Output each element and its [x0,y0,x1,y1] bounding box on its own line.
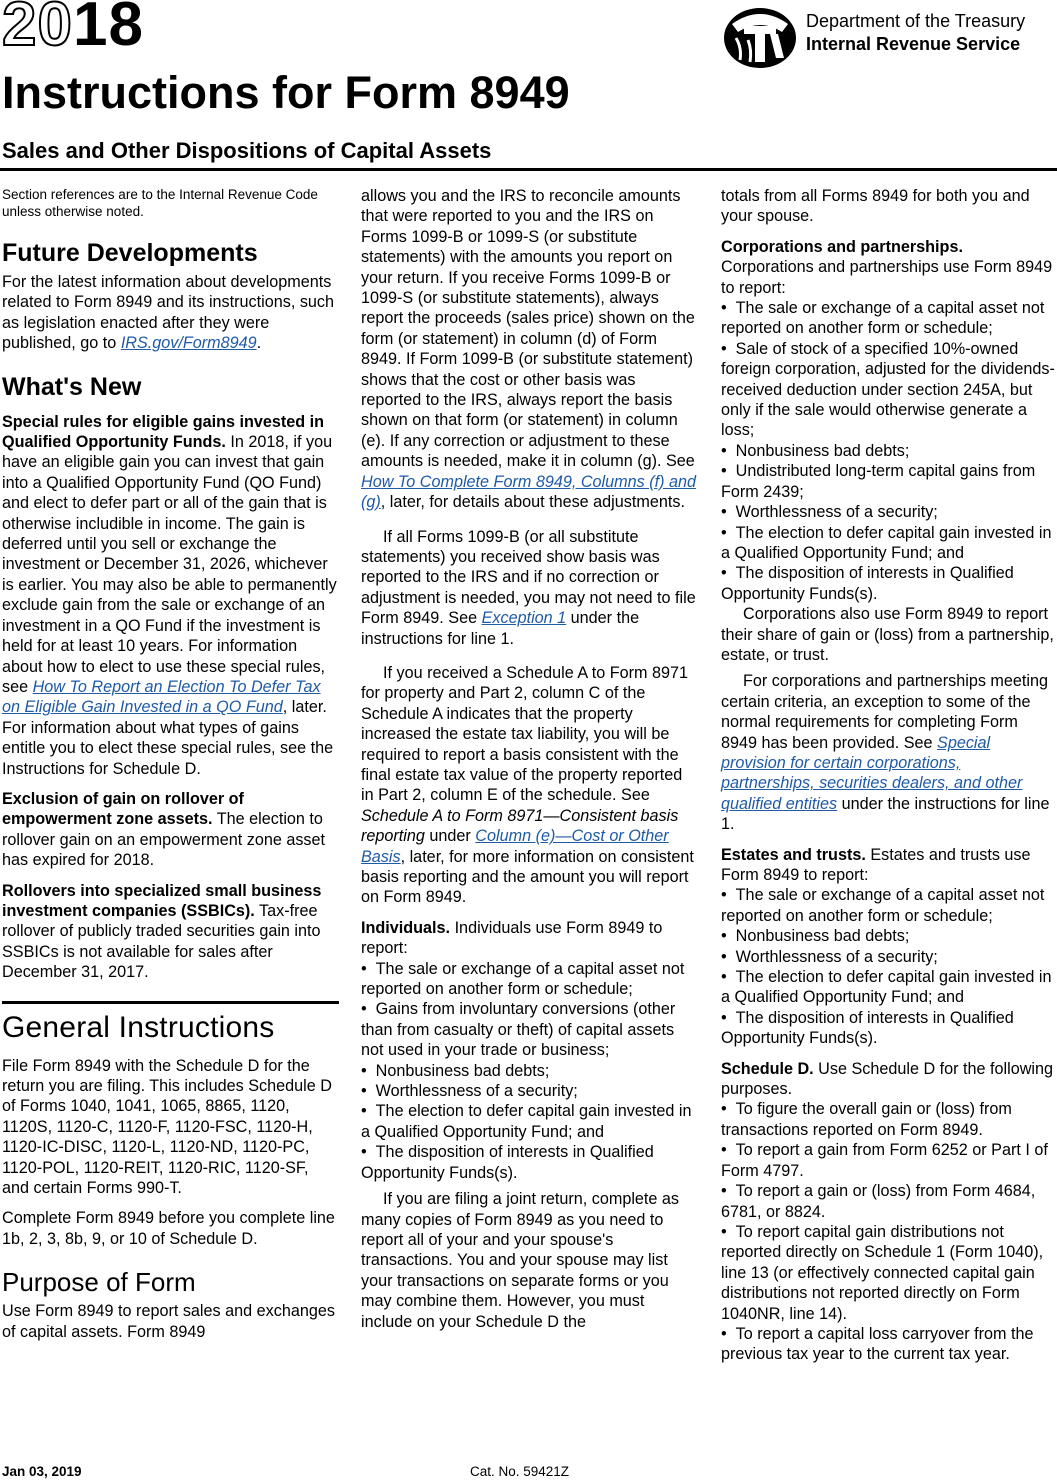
list-item: • To report a gain or (loss) from Form 4684, 6781, or 8824. [721,1182,1036,1221]
ssbic-paragraph: Rollovers into specialized small business investment companies (SSBICs). Tax-free rollover of publicly traded securities gain into SSBICs is not available for sales after December 31, 2017. [2,881,322,982]
column-2 [361,186,698,1332]
totals-paragraph: totals from all Forms 8949 for both you and your spouse. [721,187,1030,226]
column-3 [721,186,1057,1365]
agency-line2: Internal Revenue Service [806,34,1021,54]
list-item: • To report capital gain distributions not reported directly on Schedule 1 (Form 1040), line 13 (or effectively connected capital gain distributions not reported directly on Form 1040NR, line 14). [721,1222,1044,1323]
exception-1-link[interactable]: Exception 1 [481,609,567,628]
heading-general-instructions: General Instructions [2,1001,339,1046]
list-item: • Gains from involuntary conversions (other than from casualty or theft) of capital assets not used in your trade or business; [361,1000,676,1060]
qo-election-link[interactable]: How To Report an Election To Defer Tax on Eligible Gain Invested in a QO Fund [2,677,321,717]
tax-year [2,0,144,59]
list-item: • The election to defer capital gain invested in a Qualified Opportunity Fund; and [721,523,1052,562]
list-item: • Nonbusiness bad debts; [721,441,910,460]
joint-return-paragraph: If you are filing a joint return, complete as many copies of Form 8949 as you need to report all of your and your spouse's transactions. You and your spouse may list your transactions on separate forms or you may combine them. However, you must include on your Schedule D the [361,1190,680,1331]
list-item: • Nonbusiness bad debts; [361,1061,550,1080]
complete-columns-fg-link[interactable]: How To Complete Form 8949, Columns (f) and (g) [361,472,696,512]
list-item: • The election to defer capital gain invested in a Qualified Opportunity Fund; and [721,968,1052,1007]
heading-purpose-of-form: Purpose of Form [2,1267,196,1298]
tax-year-outline: 20 [2,0,73,59]
list-item: • Worthlessness of a security; [721,947,938,966]
list-item: • Worthlessness of a security; [361,1082,578,1101]
heading-whats-new: What's New [2,372,142,401]
list-item: • Undistributed long-term capital gains from Form 2439; [721,462,1036,501]
document-title: Instructions for Form 8949 [2,67,570,118]
general-instructions-text2: Complete Form 8949 before you complete line 1b, 2, 3, 8b, 9, or 10 of Schedule D. [2,1209,335,1248]
future-developments-text: For the latest information about developments related to Form 8949 and its instructions, such as legislation enacted after they were published, go to IRS.gov/Form8949. [2,273,335,353]
individuals-intro: Individuals. Individuals use Form 8949 to report: [361,918,663,958]
list-item: • To report a capital loss carryover from the previous tax year to the current tax year. [721,1324,1034,1364]
irs-eagle-logo-icon [722,4,798,70]
revision-date: Jan 03, 2019 [2,1464,82,1479]
corporations-exception-paragraph: For corporations and partnerships meeting certain criteria, an exception to some of the normal requirements for completing Form 8949 has been provided. See Special provision for certain corporations, partnerships, securities dealers, and other qualified entities under the instructions for line 1. [721,672,1050,834]
corporations-share-paragraph: Corporations also use Form 8949 to report their share of gain or (loss) from a partnership, estate, or trust. [721,605,1054,664]
document-subtitle: Sales and Other Dispositions of Capital Assets [2,138,492,163]
general-instructions-text1: File Form 8949 with the Schedule D for the return you are filing. This includes Schedule D of Forms 1040, 1041, 1065, 8865, 1120, 1120S, 1120-C, 1120-F, 1120-FSC, 1120-H, 1120-IC-DISC, 1120-L, 1120-ND, 1120-PC, 1120-POL, 1120-REIT, 1120-RIC, 1120-SF, and certain Forms 990-T. [2,1056,332,1198]
purpose-text: Use Form 8949 to report sales and exchanges of capital assets. Form 8949 [2,1302,335,1341]
estates-intro: Estates and trusts. Estates and trusts use Form 8949 to report: [721,845,1031,884]
list-item: • Worthlessness of a security; [721,503,938,522]
list-item: • The disposition of interests in Qualified Opportunity Funds(s). [721,1008,1014,1048]
list-item: • The sale or exchange of a capital asset not reported on another form or schedule; [721,299,1045,338]
list-item: • To report a gain from Form 6252 or Part I of Form 4797. [721,1141,1048,1180]
reconcile-paragraph: allows you and the IRS to reconcile amounts that were reported to you and the IRS on Forms 1099-B or 1099-S (or substitute statements) with the amounts you report on your return. If you receive Forms 1099-B or 1099-S (or substitute statements), always report the proceeds (sales price) shown on the form (or statement) in column (d) of Form 8949. If Form 1099-B (or substitute statement) shows that the cost or other basis was reported to the IRS, always report the basis shown on that form (or statement) in column (e). If any correction or adjustment to these amounts is needed, make it in column (g). See How To Complete Form 8949, Columns (f) and (g), later, for details about these adjustments. [361,187,696,512]
agency-name [806,10,1025,56]
header-rule [0,168,1057,171]
column-e-cost-basis-link[interactable]: Column (e)—Cost or Other Basis [361,827,669,866]
column-1 [2,186,339,1342]
list-item: • The disposition of interests in Qualified Opportunity Funds(s). [721,564,1014,603]
list-item: • Nonbusiness bad debts; [721,927,910,946]
special-provision-link[interactable]: Special provision for certain corporations, partnerships, securities dealers, and other qualified entities [721,733,1023,813]
irs-form8949-link[interactable]: IRS.gov/Form8949 [120,334,257,353]
list-item: • The disposition of interests in Qualified Opportunity Funds(s). [361,1143,654,1182]
list-item: • The sale or exchange of a capital asset not reported on another form or schedule; [361,959,685,999]
list-item: • The election to defer capital gain invested in a Qualified Opportunity Fund; and [361,1102,692,1141]
basis-reported-paragraph: If all Forms 1099-B (or all substitute statements) you received show basis was reported to the IRS and if no correction or adjustment is needed, you may not need to file Form 8949. See Exception 1 under the instructions for line 1. [361,527,696,648]
schedule-d-intro: Schedule D. Use Schedule D for the following purposes. [721,1059,1054,1099]
tax-year-bold: 18 [72,0,144,59]
section-references: Section references are to the Internal Revenue Code unless otherwise noted. [2,187,318,219]
corporations-intro: Corporations and partnerships. Corporations and partnerships use Form 8949 to report: [721,237,1053,297]
list-item: • The sale or exchange of a capital asset not reported on another form or schedule; [721,886,1045,925]
agency-line1: Department of the Treasury [806,11,1026,31]
qo-fund-paragraph: Special rules for eligible gains invested in Qualified Opportunity Funds. In 2018, if you have an eligible gain you can invest that gain into a Qualified Opportunity Fund (QO Fund) and elect to defer part or all of the gain that is otherwise includible in income. The gain is deferred until you sell or exchange the investment or December 31, 2026, whichever is earlier. You may also be able to permanently exclude gain from the sale or exchange of an investment in a QO Fund if the investment is held for at least 10 years. For information about how to elect to use these special rules, see How To Report an Election To Defer Tax on Eligible Gain Invested in a QO Fund, later. For information about what types of gains entitle you to elect these special rules, see the Instructions for Schedule D. [2,412,337,778]
empowerment-zone-paragraph: Exclusion of gain on rollover of empowerment zone assets. The election to rollover gain on an empowerment zone asset has expired for 2018. [2,789,326,870]
schedule-a-8971-paragraph: If you received a Schedule A to Form 8971 for property and Part 2, column C of the Schedule A indicates that the property increased the estate tax liability, you will be required to report a basis consistent with the final estate tax value of the property reported in Part 2, column E of the schedule. See Schedule A to Form 8971—Consistent basis reporting under Column (e)—Cost or Other Basis, later, for more information on consistent basis reporting and the amount you will report on Form 8949. [361,663,694,907]
list-item: • To figure the overall gain or (loss) from transactions reported on Form 8949. [721,1100,1012,1139]
list-item: • Sale of stock of a specified 10%-owned foreign corporation, adjusted for the dividends-received deduction under section 245A, but only if the sale would otherwise generate a loss; [721,339,1055,440]
heading-future-developments: Future Developments [2,239,258,267]
catalog-number: Cat. No. 59421Z [470,1464,570,1479]
